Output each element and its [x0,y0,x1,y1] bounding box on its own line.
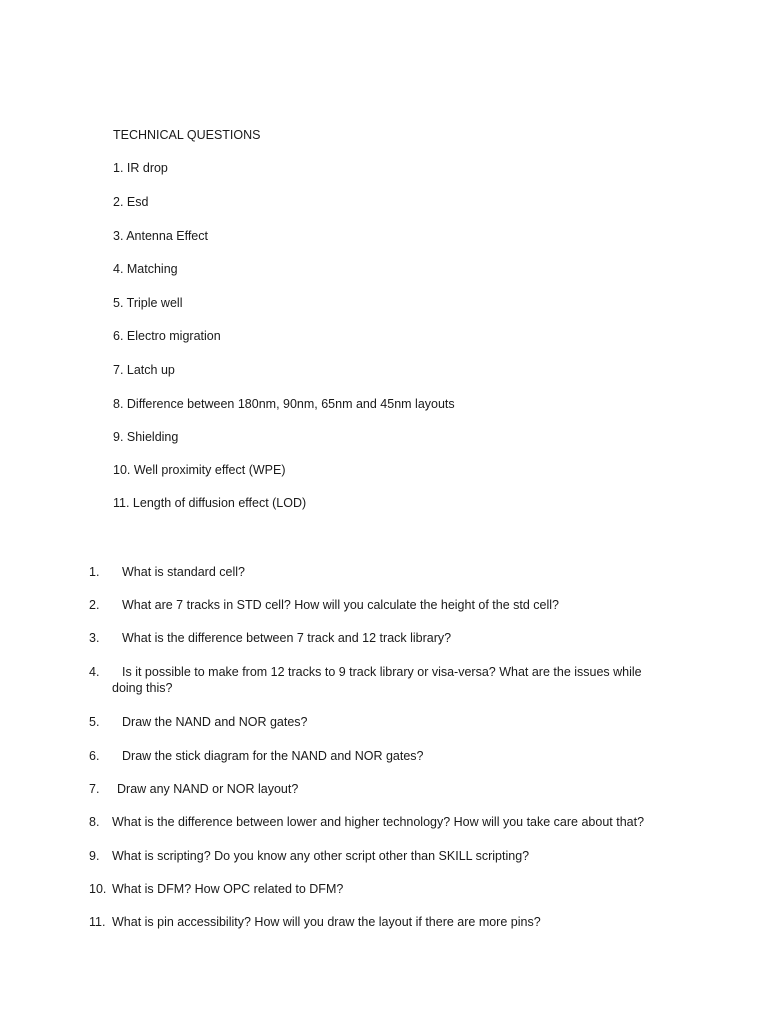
question-number: 2. [89,598,100,612]
topic-item: 6. Electro migration [113,329,221,343]
topic-item: 9. Shielding [113,430,179,444]
question-text: Draw any NAND or NOR layout? [117,782,299,796]
topic-item: 4. Matching [113,262,178,276]
question-number: 10. [89,882,107,896]
question-text: Is it possible to make from 12 tracks to 9 track library or visa-versa? What are the issues while [122,665,642,679]
question-number: 9. [89,849,100,863]
question-number: 1. [89,565,100,579]
question-number: 11. [89,915,106,929]
topic-item: 10. Well proximity effect (WPE) [113,463,286,477]
question-text-continued: doing this? [112,681,173,695]
question-text: What is the difference between lower and higher technology? How will you take care about that? [112,815,645,829]
question-number: 4. [89,665,100,679]
question-number: 6. [89,749,100,763]
topic-item: 7. Latch up [113,363,175,377]
question-text: What is scripting? Do you know any other script other than SKILL scripting? [112,849,530,863]
topic-item: 5. Triple well [113,296,183,310]
question-text: What is pin accessibility? How will you draw the layout if there are more pins? [112,915,541,929]
question-number: 7. [89,782,100,796]
question-number: 3. [89,631,100,645]
question-number: 8. [89,815,100,829]
question-text: Draw the NAND and NOR gates? [122,715,308,729]
question-text: Draw the stick diagram for the NAND and NOR gates? [122,749,424,763]
topic-item: 3. Antenna Effect [113,229,208,243]
question-text: What is DFM? How OPC related to DFM? [112,882,344,896]
topic-item: 2. Esd [113,195,149,209]
topic-item: 1. IR drop [113,161,168,175]
question-text: What is standard cell? [122,565,245,579]
question-text: What are 7 tracks in STD cell? How will you calculate the height of the std cell? [122,598,560,612]
question-text: What is the difference between 7 track and 12 track library? [122,631,452,645]
topic-item: 11. Length of diffusion effect (LOD) [113,496,307,510]
question-number: 5. [89,715,100,729]
section-heading: TECHNICAL QUESTIONS [113,128,261,142]
topic-item: 8. Difference between 180nm, 90nm, 65nm and 45nm layouts [113,397,455,411]
